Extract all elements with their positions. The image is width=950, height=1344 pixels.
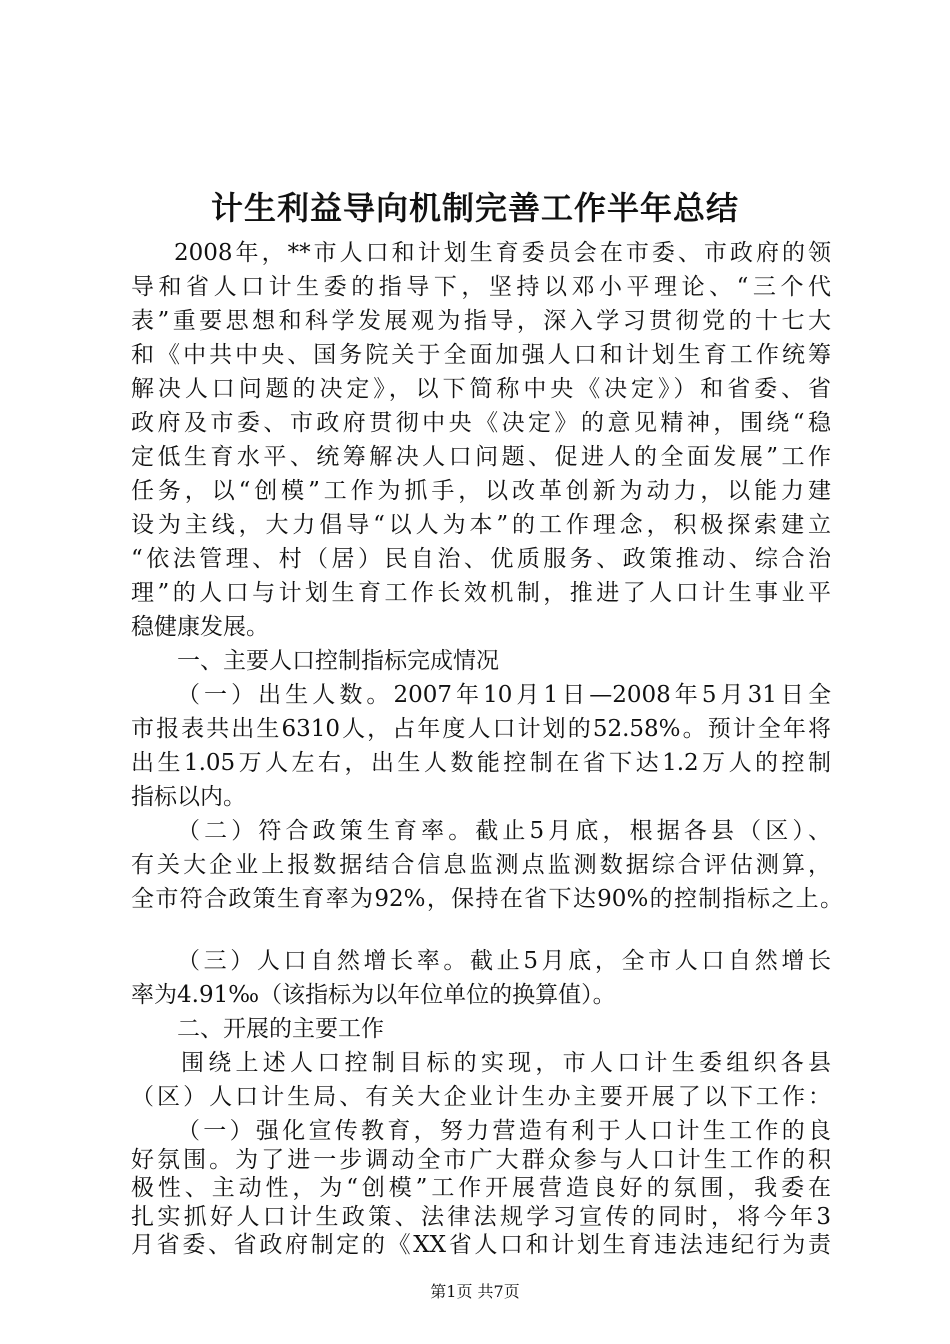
paragraph-line: 表”重要思想和科学发展观为指导，深入学习贯彻党的十七大 bbox=[131, 308, 831, 334]
paragraph-line: 全市符合政策生育率为92%，保持在省下达90%的控制指标之上。 bbox=[131, 886, 843, 912]
paragraph-line: （区）人口计生局、有关大企业计生办主要开展了以下工作： bbox=[131, 1084, 831, 1110]
paragraph-line: （一）强化宣传教育，努力营造有利于人口计生工作的良 bbox=[177, 1118, 831, 1144]
page-footer: 第1页 共7页 bbox=[430, 1282, 520, 1301]
paragraph-line: 导和省人口计生委的指导下，坚持以邓小平理论、“三个代 bbox=[131, 274, 831, 300]
paragraph-line: 政府及市委、市政府贯彻中央《决定》的意见精神，围绕“稳 bbox=[131, 410, 831, 436]
paragraph-line: 月省委、省政府制定的《XX省人口和计划生育违法违纪行为责 bbox=[131, 1232, 831, 1258]
paragraph-line: “依法管理、村（居）民自治、优质服务、政策推动、综合治 bbox=[131, 546, 831, 572]
paragraph-line: 出生1.05万人左右，出生人数能控制在省下达1.2万人的控制 bbox=[131, 750, 831, 776]
paragraph-line: （二）符合政策生育率。截止5月底，根据各县（区）、 bbox=[177, 818, 831, 844]
paragraph-line: 设为主线，大力倡导“以人为本”的工作理念，积极探索建立 bbox=[131, 512, 831, 538]
paragraph-line: 2008年，**市人口和计划生育委员会在市委、市政府的领 bbox=[174, 240, 831, 266]
paragraph-line: （三）人口自然增长率。截止5月底，全市人口自然增长 bbox=[177, 948, 831, 974]
paragraph-line: 市报表共出生6310人，占年度人口计划的52.58%。预计全年将 bbox=[131, 716, 831, 742]
paragraph-line: 扎实抓好人口计生政策、法律法规学习宣传的同时，将今年3 bbox=[131, 1203, 831, 1230]
paragraph-line: 极性、主动性，为“创模”工作开展营造良好的氛围，我委在 bbox=[131, 1175, 831, 1201]
paragraph-line: 有关大企业上报数据结合信息监测点监测数据综合评估测算， bbox=[131, 852, 831, 878]
paragraph-line: 好氛围。为了进一步调动全市广大群众参与人口计生工作的积 bbox=[131, 1146, 831, 1173]
paragraph-line: 解决人口问题的决定》，以下简称中央《决定》）和省委、省 bbox=[131, 376, 831, 402]
paragraph-line: 理”的人口与计划生育工作长效机制，推进了人口计生事业平 bbox=[131, 580, 831, 606]
paragraph-line: 指标以内。 bbox=[131, 784, 246, 810]
paragraph-line: （一）出生人数。2007年10月1日—2008年5月31日全 bbox=[177, 682, 831, 708]
paragraph-line: 围绕上述人口控制目标的实现，市人口计生委组织各县 bbox=[181, 1050, 831, 1076]
paragraph-line: 率为4.91‰（该指标为以年位单位的换算值）。 bbox=[131, 982, 616, 1008]
paragraph-line: 定低生育水平、统筹解决人口问题、促进人的全面发展”工作 bbox=[131, 444, 831, 470]
paragraph-line: 稳健康发展。 bbox=[131, 614, 269, 640]
paragraph-line: 任务，以“创模”工作为抓手，以改革创新为动力，以能力建 bbox=[131, 478, 831, 504]
document-title: 计生利益导向机制完善工作半年总结 bbox=[210, 189, 739, 227]
paragraph-line: 和《中共中央、国务院关于全面加强人口和计划生育工作统筹 bbox=[131, 342, 831, 368]
section-heading: 二、开展的主要工作 bbox=[177, 1016, 384, 1042]
section-heading: 一、主要人口控制指标完成情况 bbox=[177, 648, 499, 674]
